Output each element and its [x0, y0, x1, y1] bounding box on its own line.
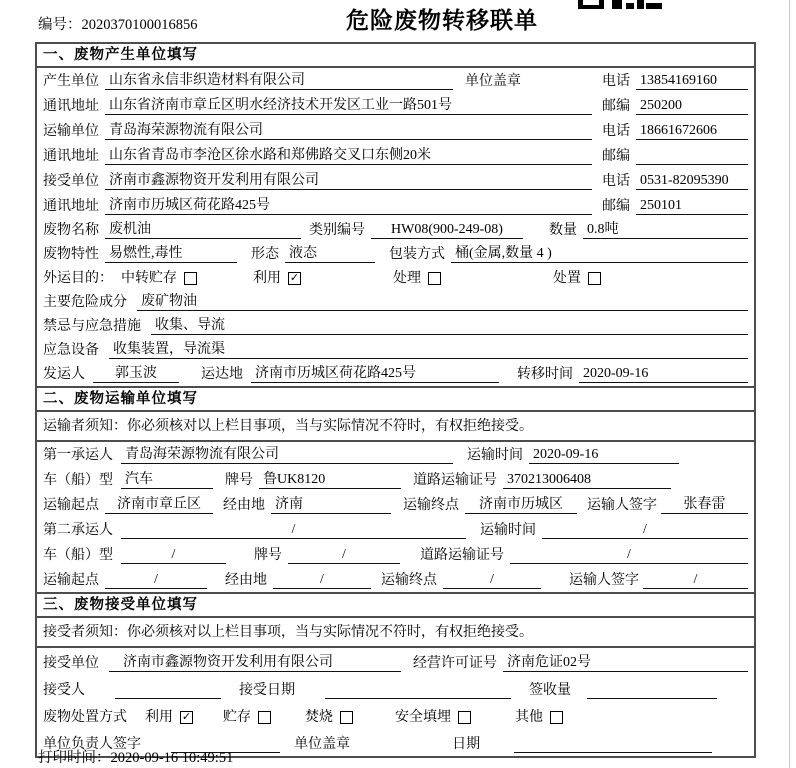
print-time-label: 打印时间： [38, 750, 111, 766]
category-code-label: 类别编号 [309, 223, 365, 238]
category-code-value: HW08(900-249-08) [371, 221, 523, 239]
row-route2 [37, 567, 754, 592]
waste-name-label: 废物名称 [43, 223, 99, 238]
doc-number-value: 2020370100016856 [81, 17, 198, 33]
chief-sign-label: 单位负责人签字 [43, 737, 141, 752]
phone3-label: 电话 [602, 174, 630, 189]
purpose-option-transfer-storage: 中转贮存 [121, 270, 197, 287]
purpose-option-dispose: 处置 [553, 270, 601, 287]
plate-no2-label: 牌号 [254, 548, 282, 563]
road-permit1-label: 道路运输证号 [413, 473, 497, 488]
section3-notice-text: 你必须核对以上栏目事项，当与实际情况不符时，有权拒绝接受。 [127, 625, 533, 640]
checkbox-dispose [588, 272, 601, 285]
row-receive-unit [37, 648, 754, 675]
producer-label: 产生单位 [43, 74, 99, 89]
vehicle-type2-label: 车（船）型 [43, 548, 113, 563]
zip3-label: 邮编 [602, 199, 630, 214]
quantity-label: 数量 [549, 223, 577, 238]
print-time-value: 2020-09-16 10:49:51 [110, 750, 234, 766]
plate-no1-label: 牌号 [225, 473, 253, 488]
terminus1-value: 济南市历城区 [465, 496, 577, 514]
row-recipient [37, 675, 754, 702]
disposal-option-incinerate: 焚烧 [305, 709, 353, 726]
zip3-value: 250101 [636, 197, 748, 215]
section2-notice [37, 412, 754, 442]
date-value [514, 752, 712, 753]
row-emergency-equipment [37, 338, 754, 362]
plate-no2-value: / [288, 546, 400, 564]
carrier1-value: 青岛海荣源物流有限公司 [121, 446, 453, 464]
checkbox-disposal-utilize: ✓ [181, 710, 192, 723]
emergency-measures-value: 收集、导流 [151, 317, 748, 335]
checkbox-disposal-landfill [458, 711, 471, 724]
origin2-value: / [105, 571, 207, 589]
vehicle-type1-value: 汽车 [121, 471, 213, 489]
carrier1-label: 第一承运人 [43, 448, 113, 463]
address2-value: 山东省青岛市李沧区徐水路和郑佛路交叉口东侧20米 [105, 147, 592, 165]
consignor-label: 发运人 [43, 367, 85, 382]
date-label: 日期 [452, 737, 481, 752]
main-hazard-label: 主要危险成分 [43, 295, 127, 310]
address1-label: 通讯地址 [43, 99, 99, 114]
section2-notice-label: 运输者须知： [43, 419, 127, 434]
row-receiver [37, 168, 754, 193]
page-title: 危险废物转移联单 [346, 7, 538, 33]
row-emergency-measures [37, 314, 754, 338]
row-vehicle2 [37, 542, 754, 567]
carrier-sign1-value: 张春雷 [661, 496, 748, 514]
fragment-box-piece [578, 0, 604, 9]
receive-unit-value: 济南市鑫源物资开发利用有限公司 [109, 654, 401, 672]
receive-unit-label: 接受单位 [43, 656, 99, 671]
via2-value: / [273, 571, 371, 589]
print-time [38, 746, 233, 767]
phone3-value: 0531-82095390 [636, 172, 748, 190]
permit-no-label: 经营许可证号 [413, 656, 497, 671]
physical-form-value: 液态 [285, 245, 375, 263]
phone2-value: 18661672606 [636, 122, 748, 140]
row-waste-name [37, 218, 754, 242]
consignor-value: 郭玉波 [93, 365, 179, 383]
receive-date-label: 接受日期 [239, 683, 295, 698]
emergency-equipment-label: 应急设备 [43, 343, 99, 358]
checkbox-utilize: ✓ [289, 271, 300, 284]
transfer-date-value: 2020-09-16 [579, 365, 748, 383]
row-address2 [37, 143, 754, 168]
characteristics-label: 废物特性 [43, 247, 99, 262]
section3-notice [37, 618, 754, 648]
receiver-label: 接受单位 [43, 174, 99, 189]
carrier2-label: 第二承运人 [43, 523, 113, 538]
packaging-value: 桶(金属,数量 4 ) [451, 245, 748, 263]
waste-name-value: 废机油 [105, 221, 301, 239]
producer-value: 山东省永信非织造材料有限公司 [105, 72, 453, 90]
page-edge-divider [789, 0, 790, 768]
section3-title: 三、废物接受单位填写 [37, 592, 754, 618]
cropped-stamp-fragment-icon [578, 0, 662, 9]
manifest-form-table [35, 42, 756, 758]
checkbox-treat [428, 272, 441, 285]
phone1-value: 13854169160 [636, 72, 748, 90]
checkbox-disposal-storage [258, 711, 271, 724]
phone1-label: 电话 [602, 74, 630, 89]
row-carrier1 [37, 442, 754, 467]
row-main-hazard [37, 290, 754, 314]
plate-no1-value: 鲁UK8120 [259, 471, 401, 489]
disposal-option-landfill: 安全填埋 [395, 709, 471, 726]
permit-no-value: 济南危证02号 [503, 654, 748, 672]
transport-date2-label: 运输时间 [480, 523, 536, 538]
zip2-value [636, 164, 748, 165]
disposal-option-utilize: 利用 ✓ [145, 710, 192, 725]
purpose-option-treat: 处理 [393, 270, 441, 287]
row-vehicle1 [37, 467, 754, 492]
via2-label: 经由地 [225, 573, 267, 588]
carrier-sign1-label: 运输人签字 [587, 498, 657, 513]
destination-value: 济南市历城区荷花路425号 [251, 365, 499, 383]
row-producer [37, 68, 754, 93]
received-qty-label: 签收量 [529, 683, 571, 698]
terminus2-label: 运输终点 [381, 573, 437, 588]
via1-value: 济南 [271, 496, 391, 514]
carrier2-value: / [121, 521, 466, 539]
via1-label: 经由地 [223, 498, 265, 513]
receive-date-value [325, 698, 511, 699]
zip2-label: 邮编 [602, 149, 630, 164]
unit-seal-label: 单位盖章 [465, 74, 521, 89]
row-address3 [37, 193, 754, 218]
receiver-value: 济南市鑫源物资开发利用有限公司 [105, 172, 592, 190]
checkbox-disposal-incinerate [340, 711, 353, 724]
road-permit1-value: 370213006408 [503, 471, 671, 489]
doc-number-label: 编号： [38, 17, 82, 33]
disposal-option-storage: 贮存 [223, 709, 271, 726]
recipient-value [115, 698, 221, 699]
vehicle-type2-value: / [121, 546, 226, 564]
road-permit2-value: / [510, 546, 748, 564]
zip1-label: 邮编 [602, 99, 630, 114]
emergency-equipment-value: 收集装置，导流渠 [109, 341, 748, 359]
carrier-sign2-value: / [643, 571, 748, 589]
address1-value: 山东省济南市章丘区明水经济技术开发区工业一路501号 [105, 97, 592, 115]
origin2-label: 运输起点 [43, 573, 99, 588]
row-characteristics [37, 242, 754, 266]
checkbox-transfer-storage [184, 272, 197, 285]
unit-seal2-label: 单位盖章 [294, 737, 351, 752]
vehicle-type1-label: 车（船）型 [43, 473, 113, 488]
origin1-value: 济南市章丘区 [105, 496, 213, 514]
received-qty-value [587, 698, 717, 699]
transport-date1-label: 运输时间 [467, 448, 523, 463]
checkbox-disposal-other [550, 711, 563, 724]
row-consignor [37, 362, 754, 386]
row-purpose [37, 266, 754, 290]
row-transporter [37, 118, 754, 143]
purpose-label: 外运目的： [43, 271, 113, 286]
section1-title: 一、废物产生单位填写 [37, 44, 754, 68]
transporter-value: 青岛海荣源物流有限公司 [105, 122, 592, 140]
disposal-label: 废物处置方式 [43, 710, 127, 725]
disposal-option-other: 其他 [515, 709, 563, 726]
recipient-label: 接受人 [43, 683, 85, 698]
row-route1 [37, 492, 754, 517]
quantity-value: 0.8吨 [583, 221, 748, 239]
terminus1-label: 运输终点 [403, 498, 459, 513]
transport-date1-value: 2020-09-16 [529, 446, 679, 464]
road-permit2-label: 道路运输证号 [420, 548, 504, 563]
phone2-label: 电话 [602, 124, 630, 139]
transporter-label: 运输单位 [43, 124, 99, 139]
characteristics-value: 易燃性,毒性 [105, 245, 237, 263]
transfer-date-label: 转移时间 [517, 367, 573, 382]
row-address1 [37, 93, 754, 118]
emergency-measures-label: 禁忌与应急措施 [43, 319, 141, 334]
zip1-value: 250200 [636, 97, 748, 115]
section3-notice-label: 接受者须知： [43, 625, 127, 640]
physical-form-label: 形态 [251, 247, 279, 262]
address2-label: 通讯地址 [43, 149, 99, 164]
main-hazard-value: 废矿物油 [137, 293, 748, 311]
carrier-sign2-label: 运输人签字 [569, 573, 639, 588]
origin1-label: 运输起点 [43, 498, 99, 513]
row-carrier2 [37, 517, 754, 542]
terminus2-value: / [443, 571, 541, 589]
packaging-label: 包装方式 [389, 247, 445, 262]
row-disposal-method [37, 702, 754, 729]
section2-title: 二、废物运输单位填写 [37, 386, 754, 412]
address3-label: 通讯地址 [43, 199, 99, 214]
address3-value: 济南市历城区荷花路425号 [105, 197, 592, 215]
purpose-option-utilize: 利用 ✓ [253, 271, 300, 286]
transport-date2-value: / [542, 521, 748, 539]
destination-label: 运达地 [201, 367, 243, 382]
section2-notice-text: 你必须核对以上栏目事项，当与实际情况不符时，有权拒绝接受。 [127, 419, 533, 434]
